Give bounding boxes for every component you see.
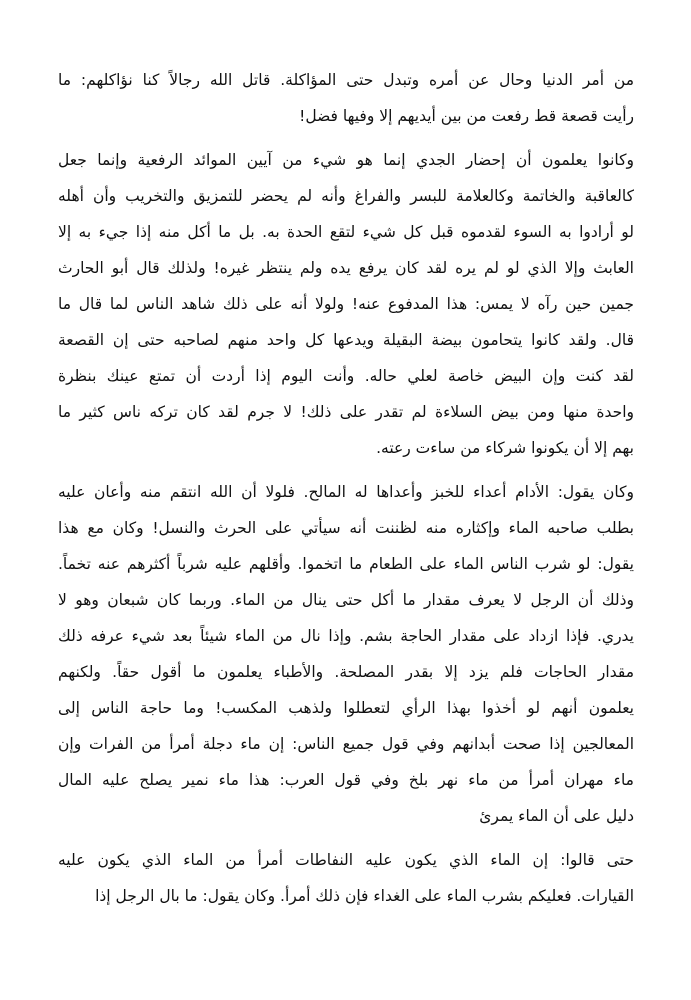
text-line: بهم إلا أن يكونوا شركاء من ساءت رعته. bbox=[376, 439, 634, 457]
text-line: من أمر الدنيا وحال عن أمره وتبدل حتى المؤاكلة. قاتل الله رجالاً كنا نؤاكلهم: ما bbox=[58, 71, 634, 89]
text-line: العابث وإلا الذي لو لم يره لقد كان يرفع يده ولم ينتظر غيره! ولذلك قال أبو الحارث bbox=[58, 259, 634, 277]
text-line: وكان يقول: الأدام أعداء للخبز وأعداها له المالح. فلولا أن الله انتقم منه وأعان عليه bbox=[58, 483, 634, 501]
text-line: لقد كنت وإن البيض خاصة لعلي حاله. وأنت اليوم إذا أردت أن تمتع عينك بنظرة bbox=[58, 367, 634, 385]
text-line: القيارات. فعليكم بشرب الماء على الغداء فإن ذلك أمرأ. وكان يقول: ما بال الرجل إذا bbox=[95, 887, 634, 905]
text-line: دليل على أن الماء يمرئ bbox=[479, 807, 634, 825]
text-line: رأيت قصعة قط رفعت من بين أيديهم إلا وفيها فضل! bbox=[299, 107, 634, 125]
text-line: وكانوا يعلمون أن إحضار الجدي إنما هو شيء من آيين الموائد الرفعية وإنما جعل bbox=[58, 151, 634, 169]
paragraph bbox=[58, 62, 634, 134]
text-line: كالعاقبة والخاتمة وكالعلامة للبسر والفراغ وأنه لم يحضر للتمزيق والتخريب وأن أهله bbox=[58, 187, 634, 205]
text-line: قال. ولقد كانوا يتحامون بيضة البقيلة ويدعها كل واحد منهم لصاحبه حتى إن القصعة bbox=[58, 331, 634, 349]
paragraph bbox=[58, 842, 634, 914]
text-line: يدري. فإذا ازداد على مقدار الحاجة بشم. وإذا نال من الماء شيئاً بعد شيء عرفه ذلك bbox=[58, 627, 634, 645]
paragraph bbox=[58, 474, 634, 834]
text-line: يقول: لو شرب الناس الماء على الطعام ما اتخموا. وأقلهم عليه شرباً أكثرهم عنه تخماً. bbox=[58, 555, 634, 573]
text-line: مقدار الحاجات فلم يزد إلا بقدر المصلحة. والأطباء يعلمون ما أقول حقاً. ولكنهم bbox=[58, 663, 634, 681]
document-page bbox=[58, 62, 634, 914]
text-line: جمين حين رآه لا يمس: هذا المدفوع عنه! ولولا أنه على ذلك شاهد الناس لما قال ما bbox=[58, 295, 634, 313]
text-line: لو أرادوا به السوء لقدموه قبل كل شيء لتقع الحدة به. بل ما أكل منه إذا جيء به إلا bbox=[58, 223, 634, 241]
text-line: واحدة منها ومن بيض السلاءة لم تقدر على ذلك! لا جرم لقد كان تركه ناس كثير ما bbox=[58, 403, 634, 421]
text-line: حتى قالوا: إن الماء الذي يكون عليه النفاطات أمرأ من الماء الذي يكون عليه bbox=[58, 851, 634, 869]
text-line: المعالجين إذا صحت أبدانهم وفي قول جميع الناس: إن ماء دجلة أمرأ من الفرات وإن bbox=[58, 735, 634, 753]
paragraph bbox=[58, 142, 634, 466]
text-line: يعلمون أنهم لو أخذوا بهذا الرأي لتعطلوا ولذهب المكسب! وما حاجة الناس إلى bbox=[58, 699, 634, 717]
text-line: بطلب صاحبه الماء وإكثاره منه لظننت أنه سيأتي على الحرث والنسل! وكان مع هذا bbox=[58, 519, 634, 537]
text-line: ماء مهران أمرأ من ماء نهر بلخ وفي قول العرب: هذا ماء نمير يصلح عليه المال bbox=[58, 771, 634, 789]
text-line: وذلك أن الرجل لا يعرف مقدار ما أكل حتى ينال من الماء. وربما كان شبعان وهو لا bbox=[58, 591, 634, 609]
